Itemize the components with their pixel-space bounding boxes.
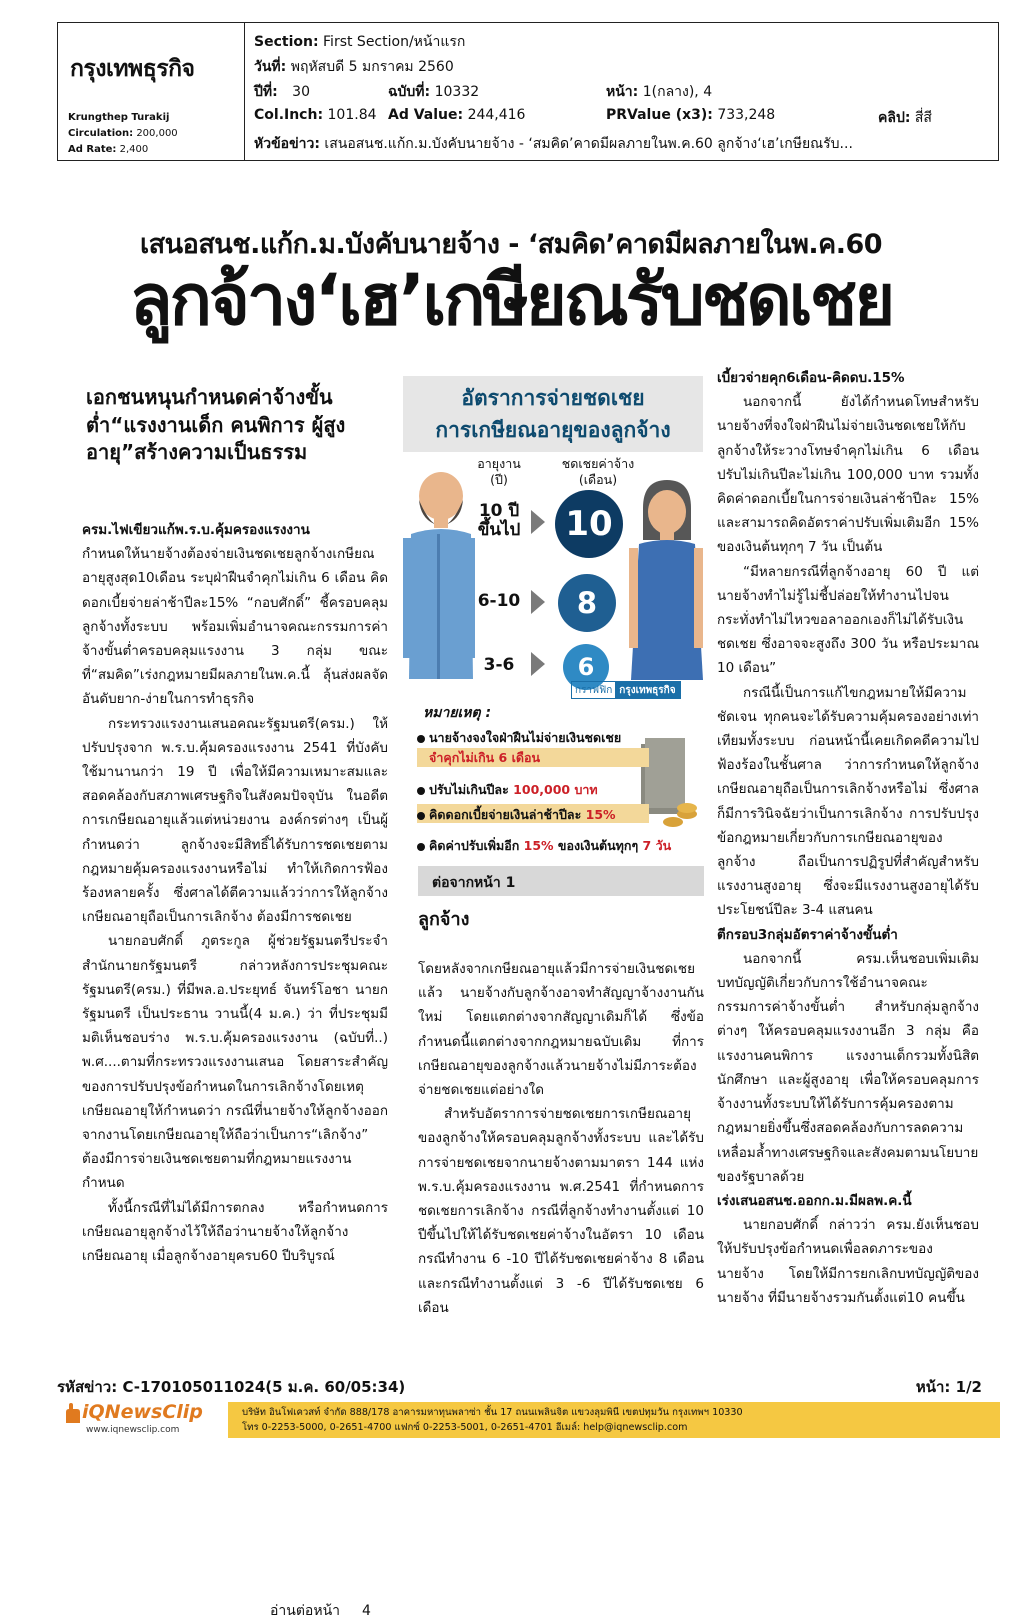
colinch-field: Col.Inch: 101.84 [254, 107, 377, 123]
publisher-contact: โทร 0-2253-5000, 0-2651-4700 แฟกซ์ 0-2253-5001, 0-2651-4701 อีเมล์: help@iqnewsclip.com [242, 1422, 688, 1433]
news-code: รหัสข่าว: C-170105011024(5 ม.ค. 60/05:34) [57, 1378, 406, 1396]
headline-row: หัวข้อข่าว: เสนอสนช.แก้ก.ม.บังคับนายจ้าง - ‘สมคิด’คาดมีผลภายในพ.ค.60 ลูกจ้าง‘เฮ’เกษียณรับ... [254, 136, 853, 152]
article-column-3 [717, 366, 979, 1310]
article-subhead: เอกชนหนุนกำหนดค่าจ้างขั้นต่ำ“แรงงานเด็ก คนพิการ ผู้สูงอายุ”สร้างความเป็นธรรม [86, 385, 346, 465]
years-column-header: อายุงาน (ปี) [477, 456, 521, 487]
article-kicker: เสนอสนช.แก้ก.ม.บังคับนายจ้าง - ‘สมคิด’คาดมีผลภายในพ.ค.60 [139, 229, 883, 260]
infographic-note-label: หมายเหตุ : [423, 705, 492, 721]
note-bullet-1: นายจ้างจงใจฝ่าฝืนไม่จ่ายเงินชดเชย [417, 728, 621, 748]
months-column-header: ชดเชยค่าจ้าง (เดือน) [561, 456, 635, 487]
months-circle-row2: 8 [558, 574, 616, 632]
woman-illustration-icon [629, 480, 703, 682]
year-field: ปีที่: 30 [254, 84, 310, 100]
advalue-field: Ad Value: 244,416 [388, 107, 526, 123]
note-bullet-4: คิดค่าปรับเพิ่มอีก 15% ของเงินต้นทุกๆ 7 วัน [417, 836, 671, 856]
article-column-1 [82, 518, 388, 1268]
note-bullet-2: ปรับไม่เกินปีละ 100,000 บาท [417, 780, 598, 800]
years-label-row1: 10 ปี ขึ้นไป [477, 501, 521, 540]
paragraph: กรณีนี้เป็นการแก้ไขกฎหมายให้มีความชัดเจน ทุกคนจะได้รับความคุ้มครองอย่างเท่าเทียมทั้งระบบ ก่อนหน้านี้เคยเกิดคดีความไปฟ้องร้องในชั้นศาล ว่าการกำหนดให้ลูกจ้างเกษียณอายุถือเป็นการเลิกจ้างหรือไม่ ซึ่งศาลก็มีการวินิจฉัยว่าเป็นการเลิกจ้าง การปรับปรุงข้อกฎหมายเกี่ยวกับการเกษียณอายุของลูกจ้าง ถือเป็นการปฏิรูปที่สำคัญสำหรับแรงงานสูงอายุ ซึ่งจะมีแรงงานสูงอายุได้รับประโยชน์ปีละ 3-4 แสนคน [717, 684, 979, 919]
continued-from-label: ต่อจากหน้า 1 [418, 866, 704, 896]
publication-name: Krungthep Turakij [68, 112, 170, 123]
paragraph: ทั้งนี้กรณีที่ไม่ได้มีการตกลง หรือกำหนดการเกษียณอายุลูกจ้างไว้ให้ถือว่านายจ้างให้ลูกจ้างเกษียณอายุ เมื่อลูกจ้างอายุครบ60 ปีบริบูรณ์ [82, 1199, 388, 1265]
arrow-right-icon [527, 644, 557, 684]
clip-field: คลิป: สี่สี [878, 110, 932, 126]
compensation-infographic [403, 376, 703, 864]
section-heading: เบี้ยวจ่ายคุก6เดือน-คิดดบ.15% [717, 370, 905, 386]
issue-field: ฉบับที่: 10332 [388, 84, 480, 100]
publication-panel [58, 23, 245, 160]
paragraph: กระทรวงแรงงานเสนอคณะรัฐมนตรี(ครม.) ให้ปรับปรุงจาก พ.ร.บ.คุ้มครองแรงงาน 2541 ที่บังคับใช้มานานกว่า 19 ปี เพื่อให้มีความเหมาะสมและสอดคล้องกับสภาพเศรษฐกิจในสังคมปัจจุบัน ในอดีตการเกษียณอายุแล้วแต่หน่วยงาน องค์กรต่างๆ เป็นผู้กำหนดว่า ลูกจ้างจะมีสิทธิ์ได้รับการชดเชยตามกฎหมายคุ้มครองแรงงานหรือไม่ ทำให้เกิดการฟ้องร้องหลายครั้ง ซึ่งศาลได้ตีความแล้วว่าการให้ลูกจ้างเกษียณอายุถือเป็นการเลิกจ้าง ต้องมีการชดเชย [82, 715, 388, 926]
infographic-title-line1: อัตราการจ่ายชดเชย [461, 386, 645, 410]
date-row: วันที่: พฤหัสบดี 5 มกราคม 2560 [254, 59, 454, 75]
publisher-contact-bar [228, 1402, 1000, 1438]
page-field: หน้า: 1(กลาง), 4 [606, 84, 713, 100]
section-heading: เร่งเสนอสนช.ออกก.ม.มีผลพ.ค.นี้ [717, 1192, 912, 1209]
years-label-row2: 6-10 [477, 591, 521, 611]
ad-rate: Ad Rate: 2,400 [68, 144, 149, 155]
paragraph: นอกจากนี้ ยังได้กำหนดโทษสำหรับนายจ้างที่จงใจฝ่าฝืนไม่จ่ายเงินชดเชยให้กับลูกจ้างให้ระวางโทษจำคุกไม่เกิน 6 เดือน ปรับไม่เกินปีละไม่เกิน 100,000 บาท รวมทั้งคิดค่าดอกเบี้ยในการจ่ายเงินล่าช้าปีละ 15% และสามารถคิดอัตราค่าปรับเพิ่มเติมอีก 15% ของเงินต้นทุกๆ 7 วัน เป็นต้น [717, 394, 979, 556]
paragraph: กำหนดให้นายจ้างต้องจ่ายเงินชดเชยลูกจ้างเกษียณอายุสูงสุด10เดือน ระบุฝ่าฝืนจำคุกไม่เกิน 6 เดือน คิดดอกเบี้ยจ่ายล่าช้าปีละ15% “กอบศักดิ์” ชี้ครอบคลุมลูกจ้างทั้งระบบ พร้อมเพิ่มอำนาจคณะกรรมการค่าจ้างขั้นต่ำครอบคลุมแรงงาน 3 กลุ่ม ขณะที่“สมคิด”เร่งกฎหมายมีผลภายในพ.ค.นี้ ลุ้นส่งผลจัดอันดับยาก-ง่ายในการทำธุรกิจ [82, 546, 388, 708]
continued-title: ลูกจ้าง [418, 909, 470, 930]
prvalue-field: PRValue (x3): 733,248 [606, 107, 776, 123]
lead-heading: ครม.ไฟเขียวแก้พ.ร.บ.คุ้มครองแรงงาน [82, 522, 310, 538]
clipping-header [57, 22, 999, 161]
clipping-meta [246, 23, 998, 160]
paragraph: โดยหลังจากเกษียณอายุแล้วมีการจ่ายเงินชดเชยแล้ว นายจ้างกับลูกจ้างอาจทำสัญญาจ้างงานกันใหม่ โดยแตกต่างจากสัญญาเดิมก็ได้ ซึ่งข้อกำหนดนี้แตกต่างจากกฎหมายฉบับเดิม ที่การเกษียณอายุของลูกจ้างแล้วนายจ้างไม่มีภาระต้องจ่ายชดเชยแต่อย่างใด [418, 961, 704, 1099]
read-more: อ่านต่อหน้า 4 [270, 1603, 371, 1619]
quote-paragraph: “มีหลายกรณีที่ลูกจ้างอายุ 60 ปี แต่นายจ้างทำไม่รู้ไม่ชี้ปล่อยให้ทำงานไปจนกระทั่งทำไม่ไหวขอลาออกเองก็ไม่ได้รับเงินชดเชย ซึ่งอาจจะสูงถึง 300 วัน หรือประมาณ 10 เดือน” [717, 563, 979, 677]
website-url[interactable]: www.iqnewsclip.com [86, 1425, 180, 1435]
months-circle-row3: 6 [563, 644, 609, 690]
infographic-title-line2: การเกษียณอายุของลูกจ้าง [435, 418, 671, 442]
section-heading: ตีกรอบ3กลุ่มอัตราค่าจ้างขั้นต่ำ [717, 926, 898, 943]
man-illustration-icon [403, 474, 475, 682]
graphic-credit: กราฟฟิก กรุงเทพธุรกิจ [571, 681, 681, 699]
arrow-right-icon [527, 502, 557, 542]
article-headline: ลูกจ้าง‘เฮ’เกษียณรับชดเชย [129, 259, 893, 341]
circulation: Circulation: 200,000 [68, 128, 178, 139]
publication-logo: กรุงเทพธุรกิจ [70, 56, 195, 82]
iqnewsclip-logo[interactable]: iQNewsClip www.iqnewsclip.com [64, 1401, 224, 1439]
article-column-2 [418, 957, 704, 1320]
arrow-right-icon [527, 582, 557, 622]
note-bullet-3: คิดดอกเบี้ยจ่ายเงินล่าช้าปีละ 15% [417, 805, 616, 825]
paragraph: นอกจากนี้ ครม.เห็นชอบเพิ่มเติมบทบัญญัติเกี่ยวกับการใช้อำนาจคณะกรรมการค่าจ้างขั้นต่ำ สำหรับกลุ่มลูกจ้างต่างๆ ให้ครอบคลุมแรงงานอีก 3 กลุ่ม คือ แรงงานคนพิการ แรงงานเด็กรวมทั้งนิสิตนักศึกษา และผู้สูงอายุ เพื่อให้ครอบคลุมการจ้างงานทั้งระบบให้ได้รับการคุ้มครองตามกฎหมายยิ่งขึ้นซึ่งสอดคล้องกับการลดความเหลื่อมล้ำทางเศรษฐกิจและสังคมตามนโยบายของรัฐบาลด้วย [717, 950, 979, 1185]
note-bullet-1-penalty: จำคุกไม่เกิน 6 เดือน [429, 750, 541, 765]
paragraph: นายกอบศักดิ์ กล่าวว่า ครม.ยังเห็นชอบให้ปรับปรุงข้อกำหนดเพื่อลดภาระของนายจ้าง โดยให้มีการยกเลิกบทบัญญัติของนายจ้าง ที่มีนายจ้างรวมกันตั้งแต่10 คนขึ้น [717, 1217, 979, 1306]
years-label-row3: 3-6 [483, 655, 515, 675]
section-row: Section: First Section/หน้าแรก [254, 34, 466, 50]
page-indicator: หน้า: 1/2 [915, 1378, 982, 1396]
paragraph: นายกอบศักดิ์ ภูตระกูล ผู้ช่วยรัฐมนตรีประจำสำนักนายกรัฐมนตรี กล่าวหลังการประชุมคณะรัฐมนตรี(ครม.) ที่มีพล.อ.ประยุทธ์ จันทร์โอชา นายกรัฐมนตรี เป็นประธาน วานนี้(4 ม.ค.) ว่า ที่ประชุมมีมติเห็นชอบร่าง พ.ร.บ.คุ้มครองแรงงาน (ฉบับที่..) พ.ศ....ตามที่กระทรวงแรงงานเสนอ โดยสาระสำคัญของการปรับปรุงข้อกำหนดในการเลิกจ้างโดยเหตุเกษียณอายุให้กำหนดว่า กรณีที่นายจ้างให้ลูกจ้างออกจากงานโดยเกษียณอายุให้ถือว่าเป็นการ“เลิกจ้าง” ต้องมีการจ่ายเงินชดเชยตามที่กฎหมายแรงงานกำหนด [82, 933, 388, 1192]
hand-icon [64, 1403, 82, 1425]
publisher-address: บริษัท อินโฟเควสท์ จำกัด 888/178 อาคารมหาทุนพลาซ่า ชั้น 17 ถนนเพลินจิต แขวงลุมพินี เขตปทุมวัน กรุงเทพฯ 10330 [242, 1407, 743, 1418]
paragraph: สำหรับอัตราการจ่ายชดเชยการเกษียณอายุของลูกจ้างให้ครอบคลุมลูกจ้างทั้งระบบ และได้รับการจ่ายชดเชยจากนายจ้างตามมาตรา 144 แห่ง พ.ร.บ.คุ้มครองแรงงาน พ.ศ.2541 ที่กำหนดการชดเชยการเลิกจ้าง กรณีที่ลูกจ้างทำงานตั้งแต่ 10 ปีขึ้นไปให้ได้รับชดเชยค่าจ้างในอัตรา 10 เดือน กรณีทำงาน 6 -10 ปีได้รับชดเชยค่าจ้าง 8 เดือน และกรณีทำงานตั้งแต่ 3 -6 ปีได้รับชดเชย 6 เดือน [418, 1106, 704, 1316]
months-circle-row1: 10 [555, 490, 623, 558]
